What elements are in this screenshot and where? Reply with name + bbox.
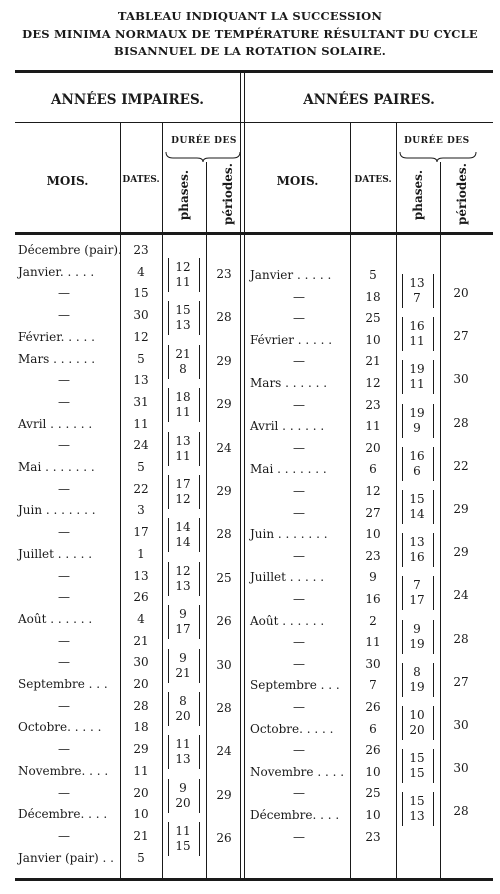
paires-date-cell: 9 [369,570,377,585]
paires-periode-cell: 28 [453,415,469,430]
impaires-phase-bracket [168,605,200,639]
paires-month-cell: Mars . . . . . . [250,376,328,390]
paires-date-cell: 10 [365,808,381,822]
paires-phases-cell: 13 7 [409,276,425,305]
left-col-dates: DATES. [122,175,160,185]
right-col-mois: MOIS. [276,174,319,188]
impaires-month-cell: — [58,828,70,843]
left-col-mois: MOIS. [46,174,89,188]
impaires-date-cell: 4 [137,611,145,626]
impaires-month-cell: — [58,742,70,757]
impaires-date-cell: 26 [133,590,149,605]
impaires-month-cell: Mars . . . . . . [18,351,96,366]
paires-date-cell: 6 [369,721,377,736]
paires-month-cell: — [293,592,305,606]
paires-periode-cell: 30 [453,761,469,776]
paires-periode-cell: 30 [453,372,469,387]
paires-month-cell: — [293,548,305,563]
impaires-phase-bracket [168,735,200,769]
left-col-rule-3 [206,162,207,878]
paires-date-cell: 26 [365,743,381,758]
impaires-month-cell: — [58,785,70,800]
left-col-periodes: périodes. [221,163,235,225]
title-line-3: BISANNUEL DE LA ROTATION SOLAIRE. [114,44,386,58]
impaires-phases-cell: 12 13 [175,563,191,593]
paires-month-cell: Avril . . . . . . [250,419,325,434]
paires-date-cell: 11 [365,419,381,434]
impaires-phases-cell: 9 21 [175,650,191,680]
paires-periode-cell: 22 [453,458,469,473]
paires-date-cell: 20 [365,440,381,455]
impaires-date-cell: 31 [133,394,149,409]
right-col-rule-3 [440,162,441,878]
impaires-phase-bracket [168,822,200,856]
paires-date-cell: 23 [365,397,381,412]
paires-month-cell: — [293,700,305,714]
left-duree-brace [165,150,241,162]
impaires-month-cell: Janvier. . . . . [18,264,95,279]
column-header-rule [15,232,493,235]
right-section-header: ANNÉES PAIRES. [303,92,435,108]
impaires-phases-cell: 12 11 [175,260,191,289]
impaires-date-cell: 17 [133,525,149,540]
impaires-date-cell: 11 [133,763,149,778]
impaires-month-cell: Octobre. . . . . [18,720,102,735]
impaires-month-cell: — [58,698,70,713]
title-line-2: DES MINIMA NORMAUX DE TEMPÉRATURE RÉSULTANT DU CYCLE [22,27,478,41]
paires-phase-bracket [402,620,434,654]
impaires-date-cell: 5 [137,850,145,865]
impaires-date-cell: 20 [133,785,149,800]
impaires-phase-bracket [168,432,200,466]
impaires-month-cell: — [58,373,70,388]
paires-periode-cell: 29 [453,502,469,516]
paires-date-cell: 18 [365,289,381,304]
paires-date-cell: 30 [365,656,381,671]
left-col-duree: DURÉE DES [171,136,237,146]
impaires-month-cell: — [58,481,70,496]
paires-phase-bracket [402,792,434,826]
paires-phases-cell: 9 19 [409,621,425,651]
impaires-date-cell: 20 [133,677,149,691]
paires-month-cell: Août . . . . . . [250,613,325,628]
paires-phase-bracket [402,663,434,697]
impaires-phase-bracket [168,258,200,292]
paires-phase-bracket [402,749,434,783]
paires-periode-cell: 20 [453,286,469,300]
paires-month-cell: Juin . . . . . . . [250,527,328,542]
paires-month-cell: — [293,505,305,520]
impaires-periode-cell: 25 [216,570,232,585]
impaires-phase-bracket [168,388,200,422]
right-col-dates: DATES. [354,175,392,185]
paires-month-cell: — [293,829,305,844]
impaires-phases-cell: 15 13 [175,303,191,333]
impaires-phases-cell: 17 12 [175,477,191,506]
impaires-phase-bracket [168,649,200,683]
impaires-date-cell: 29 [133,742,149,757]
paires-phase-bracket [402,447,434,481]
left-col-rule-2 [162,123,163,878]
impaires-phase-bracket [168,301,200,335]
paires-date-cell: 27 [365,505,381,520]
right-col-rule-1 [350,123,351,878]
paires-month-cell: — [293,635,305,650]
paires-periode-cell: 28 [453,804,469,819]
impaires-month-cell: — [58,308,70,323]
impaires-periode-cell: 23 [216,267,232,281]
impaires-date-cell: 21 [133,828,149,843]
impaires-phases-cell: 13 11 [175,433,191,463]
paires-month-cell: Octobre. . . . . [250,721,334,736]
impaires-month-cell: — [58,394,70,409]
impaires-phase-bracket [168,562,200,596]
impaires-month-cell: Juin . . . . . . . [18,503,96,518]
impaires-date-cell: 22 [133,481,149,496]
impaires-date-cell: 21 [133,633,149,648]
center-divider-b [244,73,245,878]
impaires-phases-cell: 8 20 [175,694,191,723]
impaires-phases-cell: 21 8 [175,346,191,376]
impaires-phases-cell: 9 17 [175,607,191,637]
paires-month-cell: — [293,354,305,369]
paires-phases-cell: 10 20 [409,708,425,737]
paires-periode-cell: 30 [453,718,469,732]
right-col-periodes: périodes. [455,163,469,225]
right-col-rule-2 [396,123,397,878]
paires-date-cell: 12 [365,484,381,498]
left-col-phases: phases. [177,169,191,221]
impaires-month-cell: — [58,568,70,583]
paires-month-cell: Septembre . . . [250,678,340,693]
paires-phases-cell: 7 17 [409,578,425,608]
impaires-month-cell: Décembre (pair). [18,243,122,257]
paires-date-cell: 5 [369,268,377,282]
impaires-date-cell: 3 [137,503,145,518]
paires-phase-bracket [402,404,434,438]
impaires-date-cell: 13 [133,568,149,583]
paires-periode-cell: 24 [453,588,469,603]
paires-phases-cell: 16 11 [409,319,425,349]
impaires-phases-cell: 18 11 [175,390,191,420]
impaires-date-cell: 5 [137,351,145,366]
paires-date-cell: 12 [365,376,381,390]
impaires-month-cell: — [58,286,70,301]
paires-phases-cell: 15 15 [409,751,425,781]
impaires-phases-cell: 11 13 [175,737,191,767]
impaires-periode-cell: 28 [216,701,232,715]
paires-phase-bracket [402,360,434,394]
header-rule [15,122,493,123]
impaires-month-cell: — [58,633,70,648]
paires-phase-bracket [402,533,434,567]
paires-date-cell: 26 [365,700,381,714]
impaires-periode-cell: 24 [216,440,232,455]
paires-month-cell: Décembre. . . . [250,808,340,822]
impaires-month-cell: Août . . . . . . [18,611,93,626]
right-col-phases: phases. [411,169,425,221]
paires-phases-cell: 19 9 [409,405,425,435]
right-col-duree: DURÉE DES [404,136,470,146]
impaires-periode-cell: 28 [216,527,232,542]
paires-phase-bracket [402,576,434,610]
impaires-month-cell: Février. . . . . [18,329,95,344]
paires-date-cell: 10 [365,527,381,542]
impaires-phase-bracket [168,475,200,509]
paires-periode-cell: 27 [453,329,469,344]
paires-date-cell: 25 [365,786,381,801]
impaires-month-cell: — [58,655,70,670]
impaires-month-cell: Novembre. . . . [18,763,109,778]
paires-date-cell: 21 [365,354,381,369]
impaires-month-cell: Janvier (pair) . . [18,850,114,865]
impaires-periode-cell: 30 [216,657,232,672]
impaires-periode-cell: 29 [216,397,232,412]
impaires-month-cell: Décembre. . . . [18,807,108,822]
impaires-date-cell: 4 [137,264,145,279]
impaires-periode-cell: 29 [216,787,232,802]
impaires-date-cell: 18 [133,720,149,735]
paires-date-cell: 10 [365,332,381,347]
center-divider-a [240,73,241,878]
paires-periode-cell: 29 [453,545,469,560]
paires-month-cell: Février . . . . . [250,332,333,347]
paires-date-cell: 2 [369,613,377,628]
impaires-date-cell: 13 [133,373,149,388]
paires-phases-cell: 15 14 [409,492,425,521]
bottom-rule [15,878,493,881]
paires-phases-cell: 8 19 [409,664,425,694]
paires-month-cell: Mai . . . . . . . [250,462,327,477]
title-line-1: TABLEAU INDIQUANT LA SUCCESSION [117,9,383,23]
impaires-date-cell: 12 [133,329,149,344]
impaires-date-cell: 28 [133,698,149,713]
impaires-month-cell: Juillet . . . . . [18,546,93,561]
impaires-month-cell: Septembre . . . [18,677,108,691]
paires-date-cell: 16 [365,592,381,606]
impaires-date-cell: 24 [133,438,149,453]
impaires-phase-bracket [168,779,200,813]
paires-month-cell: Juillet . . . . . [250,570,325,585]
top-rule [15,70,493,73]
paires-phase-bracket [402,317,434,351]
paires-periode-cell: 27 [453,674,469,689]
paires-month-cell: — [293,311,305,326]
impaires-date-cell: 23 [133,243,149,257]
impaires-periode-cell: 24 [216,744,232,759]
paires-phase-bracket [402,274,434,308]
paires-date-cell: 7 [369,678,377,693]
left-col-rule-1 [120,123,121,878]
impaires-date-cell: 11 [133,416,149,431]
impaires-month-cell: — [58,438,70,453]
impaires-periode-cell: 26 [216,831,232,846]
paires-month-cell: — [293,786,305,801]
paires-phases-cell: 13 16 [409,535,425,565]
paires-month-cell: — [293,656,305,671]
paires-date-cell: 23 [365,548,381,563]
impaires-periode-cell: 29 [216,353,232,368]
paires-date-cell: 6 [369,462,377,477]
paires-date-cell: 11 [365,635,381,650]
impaires-phases-cell: 11 15 [175,824,191,854]
impaires-date-cell: 15 [133,286,149,301]
paires-phases-cell: 16 6 [409,448,425,478]
impaires-periode-cell: 29 [216,484,232,498]
impaires-month-cell: — [58,525,70,540]
paires-periode-cell: 28 [453,631,469,646]
paires-month-cell: — [293,484,305,498]
paires-month-cell: — [293,743,305,758]
right-duree-brace [399,150,477,162]
impaires-phase-bracket [168,345,200,379]
impaires-date-cell: 5 [137,460,145,474]
impaires-month-cell: — [58,590,70,605]
paires-phase-bracket [402,490,434,524]
paires-phases-cell: 19 11 [409,362,425,392]
impaires-date-cell: 10 [133,807,149,822]
paires-month-cell: — [293,440,305,455]
paires-date-cell: 25 [365,311,381,326]
paires-month-cell: Janvier . . . . . [250,268,332,282]
impaires-phases-cell: 9 20 [175,780,191,810]
paires-date-cell: 10 [365,764,381,779]
impaires-date-cell: 30 [133,655,149,670]
impaires-phase-bracket [168,692,200,726]
left-section-header: ANNÉES IMPAIRES. [51,92,204,108]
paires-month-cell: — [293,397,305,412]
paires-date-cell: 23 [365,829,381,844]
impaires-phases-cell: 14 14 [175,520,191,550]
paires-month-cell: — [293,289,305,304]
paires-phases-cell: 15 13 [409,794,425,824]
paires-month-cell: Novembre . . . . [250,764,345,779]
impaires-date-cell: 30 [133,308,149,323]
impaires-periode-cell: 28 [216,310,232,325]
impaires-month-cell: Mai . . . . . . . [18,460,95,474]
impaires-periode-cell: 26 [216,614,232,629]
impaires-month-cell: Avril . . . . . . [18,416,93,431]
impaires-phase-bracket [168,518,200,552]
paires-phase-bracket [402,706,434,740]
impaires-date-cell: 1 [137,546,145,561]
